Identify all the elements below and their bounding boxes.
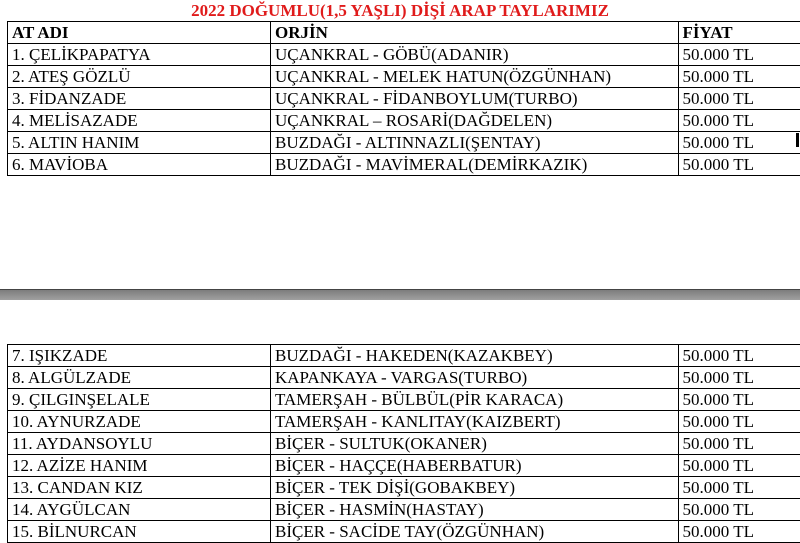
cell-origin: UÇANKRAL - GÖBÜ(ADANIR): [270, 44, 678, 66]
cell-price: 50.000 TL: [678, 345, 800, 367]
cell-price: 50.000 TL: [678, 154, 800, 176]
table-row: [8, 88, 800, 110]
cell-horse-name: 7. IŞIKZADE: [8, 345, 271, 367]
header-name: AT ADI: [8, 22, 271, 44]
cell-origin: BİÇER - SULTUK(OKANER): [270, 433, 678, 455]
cell-price: 50.000 TL: [678, 389, 800, 411]
table-header-row: [8, 22, 800, 44]
cell-origin: UÇANKRAL – ROSARİ(DAĞDELEN): [270, 110, 678, 132]
table-row: [8, 110, 800, 132]
cell-horse-name: 3. FİDANZADE: [8, 88, 271, 110]
cell-price: 50.000 TL: [678, 367, 800, 389]
cell-price: 50.000 TL: [678, 88, 800, 110]
cell-origin: BUZDAĞI - HAKEDEN(KAZAKBEY): [270, 345, 678, 367]
table-row: [8, 132, 800, 154]
page-title: 2022 DOĞUMLU(1,5 YAŞLI) DİŞİ ARAP TAYLARIMIZ: [0, 0, 800, 22]
table-row: [8, 345, 800, 367]
cell-origin: BİÇER - HASMİN(HASTAY): [270, 499, 678, 521]
table-row: [8, 389, 800, 411]
cell-horse-name: 11. AYDANSOYLU: [8, 433, 271, 455]
cell-horse-name: 1. ÇELİKPAPATYA: [8, 44, 271, 66]
table-row: [8, 455, 800, 477]
table-row: [8, 521, 800, 543]
cell-origin: TAMERŞAH - KANLITAY(KAIZBERT): [270, 411, 678, 433]
cell-price: 50.000 TL: [678, 433, 800, 455]
horse-table-bottom: [7, 344, 800, 543]
cell-horse-name: 2. ATEŞ GÖZLÜ: [8, 66, 271, 88]
cell-price: 50.000 TL: [678, 455, 800, 477]
table-row: [8, 433, 800, 455]
cell-price: 50.000 TL: [678, 521, 800, 543]
cell-horse-name: 6. MAVİOBA: [8, 154, 271, 176]
cell-horse-name: 4. MELİSAZADE: [8, 110, 271, 132]
cell-horse-name: 12. AZİZE HANIM: [8, 455, 271, 477]
cell-price: 50.000 TL: [678, 132, 800, 154]
cell-price: 50.000 TL: [678, 110, 800, 132]
table-row: [8, 411, 800, 433]
table-row: [8, 499, 800, 521]
cell-price: 50.000 TL: [678, 411, 800, 433]
cell-origin: BİÇER - SACİDE TAY(ÖZGÜNHAN): [270, 521, 678, 543]
horse-table-top: [7, 21, 800, 176]
edge-mark: [796, 133, 799, 147]
table-row: [8, 44, 800, 66]
cell-origin: BUZDAĞI - ALTINNAZLI(ŞENTAY): [270, 132, 678, 154]
cell-origin: KAPANKAYA - VARGAS(TURBO): [270, 367, 678, 389]
cell-horse-name: 15. BİLNURCAN: [8, 521, 271, 543]
cell-horse-name: 9. ÇILGINŞELALE: [8, 389, 271, 411]
table-row: [8, 477, 800, 499]
cell-horse-name: 14. AYGÜLCAN: [8, 499, 271, 521]
cell-price: 50.000 TL: [678, 499, 800, 521]
cell-horse-name: 8. ALGÜLZADE: [8, 367, 271, 389]
cell-price: 50.000 TL: [678, 66, 800, 88]
cell-origin: TAMERŞAH - BÜLBÜL(PİR KARACA): [270, 389, 678, 411]
table-row: [8, 367, 800, 389]
cell-origin: BİÇER - HAÇÇE(HABERBATUR): [270, 455, 678, 477]
header-price: FİYAT: [678, 22, 800, 44]
cell-origin: BUZDAĞI - MAVİMERAL(DEMİRKAZIK): [270, 154, 678, 176]
table-row: [8, 154, 800, 176]
cell-origin: UÇANKRAL - FİDANBOYLUM(TURBO): [270, 88, 678, 110]
cell-origin: UÇANKRAL - MELEK HATUN(ÖZGÜNHAN): [270, 66, 678, 88]
cell-horse-name: 10. AYNURZADE: [8, 411, 271, 433]
page-separator: [0, 290, 800, 300]
cell-price: 50.000 TL: [678, 477, 800, 499]
cell-price: 50.000 TL: [678, 44, 800, 66]
header-origin: ORJİN: [270, 22, 678, 44]
cell-horse-name: 5. ALTIN HANIM: [8, 132, 271, 154]
cell-horse-name: 13. CANDAN KIZ: [8, 477, 271, 499]
table-row: [8, 66, 800, 88]
cell-origin: BİÇER - TEK DİŞİ(GOBAKBEY): [270, 477, 678, 499]
